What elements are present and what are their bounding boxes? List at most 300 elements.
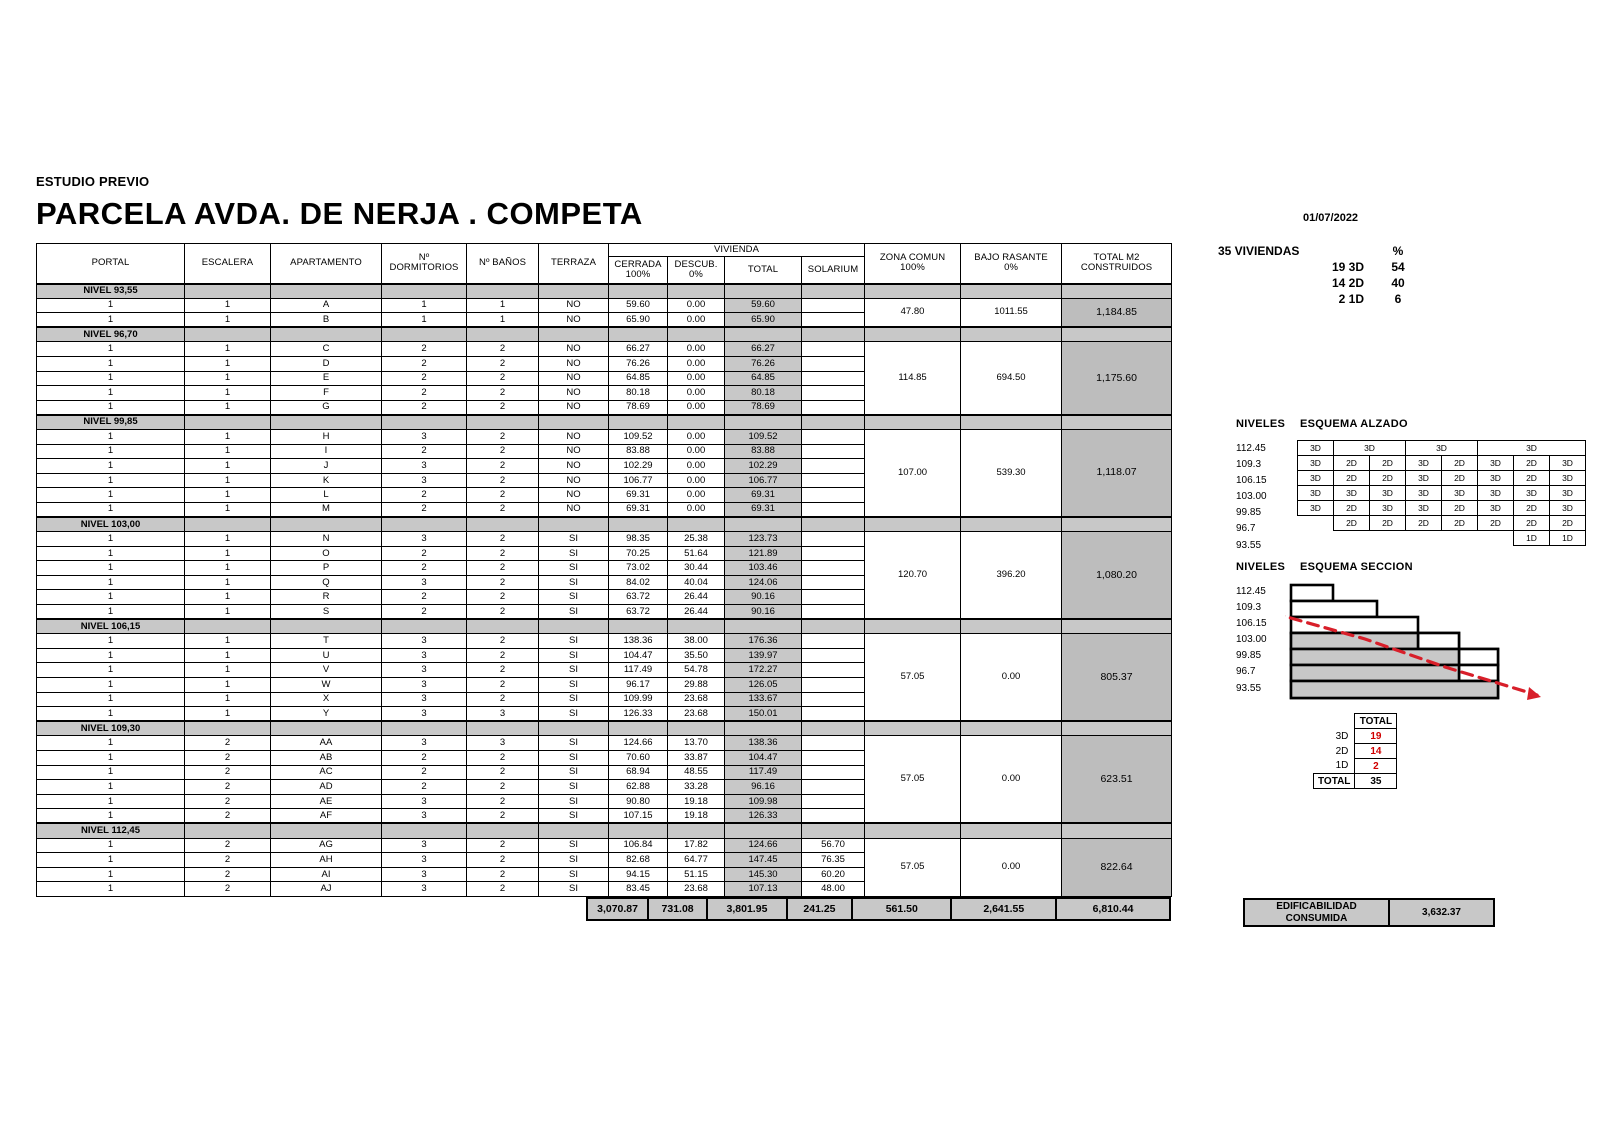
- level-tick: 109.3: [1236, 459, 1262, 471]
- level-tick: 96.7: [1236, 523, 1256, 535]
- level-bar: [961, 327, 1062, 342]
- cell-total: 139.97: [725, 648, 802, 663]
- alzado-spacer: [1298, 516, 1334, 531]
- cell-solarium: [802, 313, 865, 328]
- cell-dormitorios: 2: [382, 780, 467, 795]
- mini-row-label-2d: 2D: [1335, 745, 1349, 757]
- cell-terraza: NO: [539, 386, 609, 401]
- level-bar: [271, 327, 382, 342]
- cell-apartamento: M: [271, 502, 382, 517]
- col-descub-line2: 0%: [689, 268, 703, 280]
- alzado-unit: 2D: [1442, 456, 1478, 471]
- cell-dormitorios: 2: [382, 765, 467, 780]
- level-bar: [539, 415, 609, 430]
- alzado-unit: 3D: [1406, 456, 1442, 471]
- cell-banos: 2: [467, 561, 539, 576]
- cell-solarium: [802, 780, 865, 795]
- level-bar: [961, 415, 1062, 430]
- grand-totals-row: [586, 897, 1171, 921]
- alzado-spacer: [1406, 531, 1442, 546]
- level-tick: 112.45: [1236, 443, 1266, 454]
- cell-portal: 1: [37, 371, 185, 386]
- alzado-unit: 3D: [1406, 471, 1442, 486]
- cell-portal: 1: [37, 473, 185, 488]
- cell-dormitorios: 2: [382, 590, 467, 605]
- alzado-row: [1298, 471, 1586, 486]
- cell-solarium: [802, 692, 865, 707]
- cell-apartamento: AH: [271, 853, 382, 868]
- summary-count-1d: 2 1D: [1338, 292, 1364, 306]
- total-bajo-rasante: 2,641.55: [951, 898, 1056, 920]
- table-row: [37, 838, 1172, 853]
- cell-terraza: NO: [539, 356, 609, 371]
- table-row: [37, 532, 1172, 547]
- level-bar: [185, 619, 271, 634]
- cell-apartamento: AD: [271, 780, 382, 795]
- total-zona-comun: 561.50: [852, 898, 951, 920]
- cell-terraza: SI: [539, 707, 609, 722]
- cell-terraza: SI: [539, 809, 609, 824]
- cell-terraza: SI: [539, 634, 609, 649]
- cell-dormitorios: 3: [382, 692, 467, 707]
- table-header: [37, 244, 1172, 284]
- alzado-unit: 3D: [1550, 501, 1586, 516]
- cell-total: 123.73: [725, 532, 802, 547]
- cell-cerrada: 66.27: [609, 342, 668, 357]
- alzado-row: [1298, 441, 1586, 456]
- cell-escalera: 1: [185, 386, 271, 401]
- cell-total: 107.13: [725, 882, 802, 897]
- alzado-diagram: [1297, 440, 1586, 546]
- cell-terraza: NO: [539, 313, 609, 328]
- level-bar: [668, 619, 725, 634]
- col-cerrada: [609, 257, 668, 284]
- cell-banos: 2: [467, 809, 539, 824]
- level-tick: 106.15: [1236, 475, 1267, 487]
- mini-row-value-2d: 14: [1355, 744, 1397, 759]
- level-bar: [802, 284, 865, 299]
- level-bar: [609, 619, 668, 634]
- total-descub: 731.08: [648, 898, 707, 920]
- level-bar: [725, 415, 802, 430]
- level-bar: [185, 415, 271, 430]
- level-header-row: [37, 619, 1172, 634]
- cell-escalera: 1: [185, 605, 271, 620]
- alzado-unit: 2D: [1442, 516, 1478, 531]
- cell-dormitorios: 3: [382, 853, 467, 868]
- col-group-vivienda: VIVIENDA: [609, 244, 865, 257]
- cell-dormitorios: 2: [382, 371, 467, 386]
- alzado-unit: 2D: [1514, 501, 1550, 516]
- cell-cerrada: 69.31: [609, 502, 668, 517]
- cell-solarium: [802, 546, 865, 561]
- cell-descub: 19.18: [668, 794, 725, 809]
- cell-total: 80.18: [725, 386, 802, 401]
- level-bar: [609, 284, 668, 299]
- cell-escalera: 2: [185, 765, 271, 780]
- level-bar: [961, 284, 1062, 299]
- alzado-row: [1298, 516, 1586, 531]
- cell-apartamento: O: [271, 546, 382, 561]
- cell-cerrada: 70.60: [609, 751, 668, 766]
- cell-cerrada: 109.99: [609, 692, 668, 707]
- cell-escalera: 1: [185, 313, 271, 328]
- cell-apartamento: S: [271, 605, 382, 620]
- cell-bajo-rasante: 0.00: [961, 736, 1062, 824]
- terrain-slope-arrow: [1527, 687, 1541, 700]
- level-header-row: [37, 823, 1172, 838]
- alzado-unit: 1D: [1550, 531, 1586, 546]
- alzado-unit: 3D: [1406, 486, 1442, 501]
- level-bar: [271, 284, 382, 299]
- cell-bajo-rasante: 0.00: [961, 838, 1062, 896]
- table-row: [37, 429, 1172, 444]
- level-label: NIVEL 103,00: [37, 517, 185, 532]
- col-bajo-rasante-line2: 0%: [1004, 262, 1018, 274]
- cell-total: 126.33: [725, 809, 802, 824]
- level-bar: [271, 823, 382, 838]
- level-header-row: [37, 284, 1172, 299]
- cell-banos: 2: [467, 444, 539, 459]
- level-bar: [467, 823, 539, 838]
- alzado-unit: 2D: [1370, 471, 1406, 486]
- cell-zona-comun: 57.05: [865, 634, 961, 722]
- cell-dormitorios: 3: [382, 882, 467, 897]
- cell-escalera: 1: [185, 429, 271, 444]
- cell-bajo-rasante: 1011.55: [961, 298, 1062, 327]
- cell-banos: 1: [467, 298, 539, 313]
- cell-solarium: [802, 473, 865, 488]
- cell-total: 90.16: [725, 590, 802, 605]
- level-bar: [961, 823, 1062, 838]
- cell-portal: 1: [37, 298, 185, 313]
- cell-total: 104.47: [725, 751, 802, 766]
- table-row: [37, 736, 1172, 751]
- cell-apartamento: R: [271, 590, 382, 605]
- alzado-unit: 3D: [1550, 456, 1586, 471]
- col-apartamento: APARTAMENTO: [271, 244, 382, 284]
- cell-terraza: SI: [539, 853, 609, 868]
- cell-descub: 0.00: [668, 502, 725, 517]
- cell-portal: 1: [37, 590, 185, 605]
- cell-banos: 2: [467, 386, 539, 401]
- cell-banos: 3: [467, 707, 539, 722]
- cell-total: 150.01: [725, 707, 802, 722]
- table-row: [37, 634, 1172, 649]
- cell-solarium: 56.70: [802, 838, 865, 853]
- level-bar: [382, 327, 467, 342]
- level-bar: [539, 721, 609, 736]
- cell-apartamento: AE: [271, 794, 382, 809]
- cell-escalera: 1: [185, 502, 271, 517]
- cell-banos: 2: [467, 838, 539, 853]
- cell-dormitorios: 2: [382, 502, 467, 517]
- cell-escalera: 1: [185, 707, 271, 722]
- cell-portal: 1: [37, 444, 185, 459]
- cell-portal: 1: [37, 356, 185, 371]
- cell-apartamento: F: [271, 386, 382, 401]
- cell-dormitorios: 3: [382, 794, 467, 809]
- level-bar: [271, 415, 382, 430]
- cell-total: 90.16: [725, 605, 802, 620]
- cell-solarium: [802, 590, 865, 605]
- cell-dormitorios: 3: [382, 473, 467, 488]
- cell-portal: 1: [37, 561, 185, 576]
- cell-escalera: 1: [185, 444, 271, 459]
- cell-apartamento: A: [271, 298, 382, 313]
- cell-total: 145.30: [725, 867, 802, 882]
- cell-terraza: SI: [539, 561, 609, 576]
- col-cerrada-line2: 100%: [625, 268, 651, 280]
- cell-banos: 2: [467, 648, 539, 663]
- cell-apartamento: J: [271, 459, 382, 474]
- cell-escalera: 2: [185, 736, 271, 751]
- cell-escalera: 1: [185, 356, 271, 371]
- cell-total: 78.69: [725, 400, 802, 415]
- cell-cerrada: 84.02: [609, 575, 668, 590]
- cell-terraza: SI: [539, 575, 609, 590]
- alzado-unit: 2D: [1406, 516, 1442, 531]
- level-bar: [382, 823, 467, 838]
- cell-banos: 2: [467, 751, 539, 766]
- cell-portal: 1: [37, 838, 185, 853]
- mini-total-header: TOTAL: [1355, 714, 1397, 729]
- cell-solarium: 60.20: [802, 867, 865, 882]
- cell-apartamento: Q: [271, 575, 382, 590]
- cell-descub: 13.70: [668, 736, 725, 751]
- level-bar: [185, 721, 271, 736]
- cell-escalera: 1: [185, 561, 271, 576]
- cell-total-m2: 1,175.60: [1062, 342, 1172, 415]
- cell-dormitorios: 1: [382, 313, 467, 328]
- cell-portal: 1: [37, 605, 185, 620]
- alzado-unit: 2D: [1334, 516, 1370, 531]
- edificabilidad-value: 3,632.37: [1389, 899, 1494, 926]
- cell-solarium: [802, 502, 865, 517]
- cell-escalera: 1: [185, 692, 271, 707]
- alzado-unit: 3D: [1334, 441, 1406, 456]
- cell-bajo-rasante: 0.00: [961, 634, 1062, 722]
- alzado-spacer: [1442, 531, 1478, 546]
- cell-escalera: 1: [185, 473, 271, 488]
- level-bar: [865, 327, 961, 342]
- level-bar: [1062, 823, 1172, 838]
- cell-escalera: 1: [185, 532, 271, 547]
- cell-descub: 30.44: [668, 561, 725, 576]
- level-header-row: [37, 517, 1172, 532]
- cell-terraza: SI: [539, 663, 609, 678]
- level-bar: [865, 619, 961, 634]
- cell-apartamento: Y: [271, 707, 382, 722]
- cell-apartamento: H: [271, 429, 382, 444]
- level-bar: [802, 517, 865, 532]
- level-bar: [467, 517, 539, 532]
- cell-apartamento: W: [271, 678, 382, 693]
- cell-descub: 48.55: [668, 765, 725, 780]
- cell-descub: 29.88: [668, 678, 725, 693]
- cell-portal: 1: [37, 575, 185, 590]
- level-bar: [668, 721, 725, 736]
- level-label: NIVEL 112,45: [37, 823, 185, 838]
- alzado-unit: 2D: [1334, 501, 1370, 516]
- level-bar: [725, 619, 802, 634]
- level-tick: 103.00: [1236, 634, 1267, 646]
- cell-cerrada: 109.52: [609, 429, 668, 444]
- cell-portal: 1: [37, 765, 185, 780]
- cell-apartamento: AJ: [271, 882, 382, 897]
- edificabilidad-box: [1243, 898, 1495, 927]
- cell-apartamento: AB: [271, 751, 382, 766]
- cell-solarium: [802, 794, 865, 809]
- alzado-unit: 3D: [1478, 486, 1514, 501]
- cell-zona-comun: 107.00: [865, 429, 961, 517]
- level-tick: 112.45: [1236, 586, 1266, 597]
- summary-count-2d: 14 2D: [1331, 276, 1364, 290]
- cell-cerrada: 59.60: [609, 298, 668, 313]
- cell-apartamento: U: [271, 648, 382, 663]
- cell-apartamento: G: [271, 400, 382, 415]
- level-bar: [802, 415, 865, 430]
- cell-dormitorios: 3: [382, 678, 467, 693]
- cell-banos: 2: [467, 663, 539, 678]
- cell-descub: 0.00: [668, 356, 725, 371]
- cell-solarium: [802, 765, 865, 780]
- level-bar: [1062, 619, 1172, 634]
- summary-pct-1d: 6: [1394, 292, 1402, 306]
- alzado-unit: 3D: [1478, 501, 1514, 516]
- cell-descub: 0.00: [668, 298, 725, 313]
- level-bar: [467, 284, 539, 299]
- level-bar: [467, 327, 539, 342]
- col-terraza: TERRAZA: [539, 244, 609, 284]
- cell-descub: 33.28: [668, 780, 725, 795]
- cell-banos: 2: [467, 780, 539, 795]
- level-bar: [865, 721, 961, 736]
- cell-escalera: 1: [185, 459, 271, 474]
- cell-total-m2: 1,118.07: [1062, 429, 1172, 517]
- cell-escalera: 2: [185, 867, 271, 882]
- cell-terraza: SI: [539, 648, 609, 663]
- level-bar: [539, 619, 609, 634]
- alzado-unit: 2D: [1442, 471, 1478, 486]
- level-bar: [668, 517, 725, 532]
- summary-pct-3d: 54: [1391, 260, 1405, 274]
- cell-total: 133.67: [725, 692, 802, 707]
- cell-cerrada: 63.72: [609, 605, 668, 620]
- level-tick: 99.85: [1236, 650, 1262, 662]
- cell-total: 126.05: [725, 678, 802, 693]
- cell-terraza: SI: [539, 751, 609, 766]
- cell-terraza: NO: [539, 371, 609, 386]
- mini-row-value-3d: 19: [1355, 729, 1397, 744]
- cell-terraza: SI: [539, 736, 609, 751]
- cell-portal: 1: [37, 780, 185, 795]
- cell-terraza: NO: [539, 298, 609, 313]
- cell-apartamento: I: [271, 444, 382, 459]
- cell-banos: 2: [467, 634, 539, 649]
- level-bar: [609, 721, 668, 736]
- cell-descub: 0.00: [668, 342, 725, 357]
- cell-apartamento: E: [271, 371, 382, 386]
- level-bar: [668, 415, 725, 430]
- cell-total: 69.31: [725, 488, 802, 503]
- col-dormitorios-line2: DORMITORIOS: [389, 262, 459, 274]
- alzado-unit: 3D: [1442, 486, 1478, 501]
- cell-portal: 1: [37, 867, 185, 882]
- cell-portal: 1: [37, 751, 185, 766]
- cell-dormitorios: 2: [382, 444, 467, 459]
- cell-escalera: 1: [185, 400, 271, 415]
- cell-solarium: [802, 444, 865, 459]
- col-cerrada-line1: CERRADA: [614, 258, 662, 270]
- cell-descub: 0.00: [668, 473, 725, 488]
- cell-dormitorios: 3: [382, 634, 467, 649]
- cell-banos: 2: [467, 488, 539, 503]
- cell-solarium: [802, 429, 865, 444]
- level-bar: [382, 517, 467, 532]
- cell-escalera: 1: [185, 678, 271, 693]
- cell-terraza: SI: [539, 794, 609, 809]
- cell-banos: 2: [467, 853, 539, 868]
- cell-apartamento: L: [271, 488, 382, 503]
- level-tick: 93.55: [1236, 539, 1262, 551]
- cell-cerrada: 73.02: [609, 561, 668, 576]
- cell-total-m2: 805.37: [1062, 634, 1172, 722]
- cell-cerrada: 126.33: [609, 707, 668, 722]
- cell-cerrada: 70.25: [609, 546, 668, 561]
- cell-apartamento: AF: [271, 809, 382, 824]
- cell-dormitorios: 3: [382, 648, 467, 663]
- cell-escalera: 1: [185, 634, 271, 649]
- alzado-unit: 2D: [1478, 516, 1514, 531]
- cell-escalera: 2: [185, 780, 271, 795]
- cell-solarium: [802, 678, 865, 693]
- alzado-unit: 3D: [1298, 471, 1334, 486]
- cell-escalera: 1: [185, 371, 271, 386]
- cell-cerrada: 62.88: [609, 780, 668, 795]
- level-bar: [725, 721, 802, 736]
- cell-dormitorios: 3: [382, 736, 467, 751]
- cell-solarium: [802, 663, 865, 678]
- cell-escalera: 1: [185, 546, 271, 561]
- edificabilidad-label: [1244, 899, 1389, 926]
- level-tick: 106.15: [1236, 618, 1267, 630]
- cell-total: 121.89: [725, 546, 802, 561]
- level-header-row: [37, 415, 1172, 430]
- alzado-unit: 2D: [1442, 501, 1478, 516]
- level-bar: [802, 721, 865, 736]
- cell-portal: 1: [37, 663, 185, 678]
- cell-banos: 2: [467, 575, 539, 590]
- level-bar: [668, 327, 725, 342]
- col-total-m2: [1062, 244, 1172, 284]
- level-bar: [382, 284, 467, 299]
- mini-row-label-1d: 1D: [1335, 760, 1349, 772]
- level-bar: [539, 517, 609, 532]
- cell-cerrada: 124.66: [609, 736, 668, 751]
- col-solarium: SOLARIUM: [802, 257, 865, 284]
- level-bar: [185, 823, 271, 838]
- cell-descub: 35.50: [668, 648, 725, 663]
- summary-pct-2d: 40: [1391, 276, 1405, 290]
- alzado-spacer: [1370, 531, 1406, 546]
- level-bar: [185, 517, 271, 532]
- level-bar: [802, 823, 865, 838]
- cell-portal: 1: [37, 707, 185, 722]
- alzado-unit: 2D: [1514, 516, 1550, 531]
- cell-apartamento: X: [271, 692, 382, 707]
- summary-count-3d: 19 3D: [1331, 260, 1364, 274]
